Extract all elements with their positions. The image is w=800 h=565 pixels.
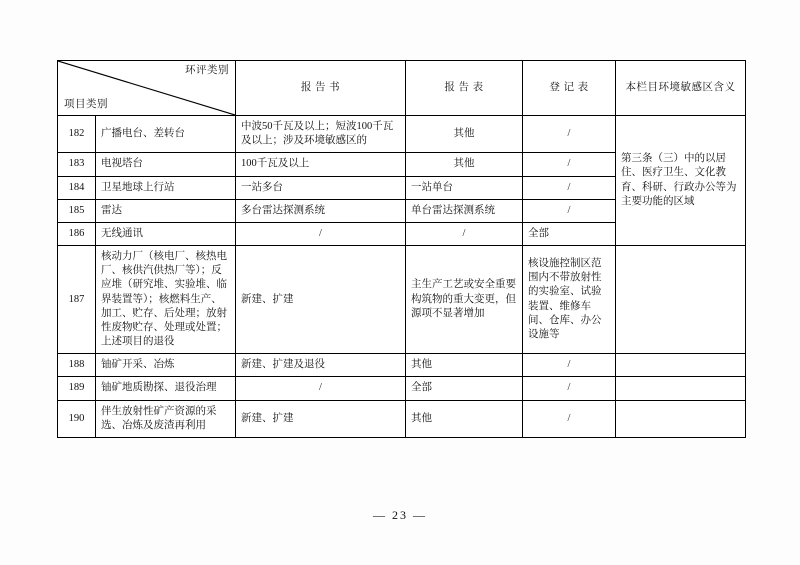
row-category: 卫星地球上行站: [96, 176, 236, 199]
row-registration: 全部: [523, 222, 616, 245]
row-report-book: /: [236, 222, 406, 245]
row-report-book: 新建、扩建: [236, 400, 406, 437]
header-col-sensitive-area-note: 本栏目环境敏感区含义: [616, 61, 746, 116]
regulation-table: [57, 60, 746, 438]
row-number: 189: [58, 377, 96, 400]
row-number: 186: [58, 222, 96, 245]
row-number: 183: [58, 153, 96, 176]
row-report-form: /: [406, 222, 523, 245]
header-corner-cell: [58, 61, 236, 116]
row-registration: /: [523, 176, 616, 199]
row-number: 187: [58, 246, 96, 354]
row-report-form: 主生产工艺或安全重要构筑物的重大变更，但源项不显著增加: [406, 246, 523, 354]
table-row: [58, 354, 746, 377]
row-number: 184: [58, 176, 96, 199]
row-report-form: 一站单台: [406, 176, 523, 199]
regulation-table-container: [57, 60, 745, 438]
row-category: 伴生放射性矿产资源的采选、冶炼及废渣再利用: [96, 400, 236, 437]
header-label-project-category: 项目类别: [64, 98, 108, 110]
row-category: 无线通讯: [96, 222, 236, 245]
row-number: 190: [58, 400, 96, 437]
row-report-form: 单台雷达探测系统: [406, 199, 523, 222]
table-row: [58, 246, 746, 354]
table-header-row: [58, 61, 746, 116]
row-report-form: 全部: [406, 377, 523, 400]
row-number: 182: [58, 116, 96, 153]
row-report-book: 100千瓦及以上: [236, 153, 406, 176]
row-sensitive-area-note: [616, 377, 746, 400]
row-report-book: /: [236, 377, 406, 400]
row-report-book: 新建、扩建及退役: [236, 354, 406, 377]
row-registration: /: [523, 400, 616, 437]
row-registration: /: [523, 153, 616, 176]
row-sensitive-area-note: [616, 400, 746, 437]
row-report-form: 其他: [406, 400, 523, 437]
row-report-book: 多台雷达探测系统: [236, 199, 406, 222]
table-row: [58, 400, 746, 437]
header-label-ea-category: 环评类别: [185, 65, 229, 76]
row-report-book: 新建、扩建: [236, 246, 406, 354]
row-registration: /: [523, 199, 616, 222]
row-number: 185: [58, 199, 96, 222]
row-category: 广播电台、差转台: [96, 116, 236, 153]
table-row: [58, 377, 746, 400]
row-report-book: 中波50千瓦及以上；短波100千瓦及以上；涉及环境敏感区的: [236, 116, 406, 153]
table-row: [58, 116, 746, 153]
page-number: — 23 —: [373, 508, 427, 522]
row-registration: 核设施控制区范围内不带放射性的实验室、试验装置、维修车间、仓库、办公设施等: [523, 246, 616, 354]
row-category: 铀矿开采、冶炼: [96, 354, 236, 377]
row-report-form: 其他: [406, 153, 523, 176]
row-number: 188: [58, 354, 96, 377]
row-registration: /: [523, 116, 616, 153]
row-category: 铀矿地质勘探、退役治理: [96, 377, 236, 400]
row-report-form: 其他: [406, 116, 523, 153]
row-sensitive-area-note: [616, 246, 746, 354]
row-category: 雷达: [96, 199, 236, 222]
row-registration: /: [523, 354, 616, 377]
header-col-registration: 登 记 表: [523, 61, 616, 116]
row-category: 电视塔台: [96, 153, 236, 176]
row-category: 核动力厂（核电厂、核热电厂、核供汽供热厂等）；反应堆（研究堆、实验堆、临界装置等）；核燃料生产、加工、贮存、后处理；放射性废物贮存、处理或处置；上述项目的退役: [96, 246, 236, 354]
row-sensitive-area-note: 第三条（三）中的以居住、医疗卫生、文化教育、科研、行政办公等为主要功能的区域: [616, 116, 746, 246]
header-col-report-book: 报 告 书: [236, 61, 406, 116]
row-report-form: 其他: [406, 354, 523, 377]
header-col-report-form: 报 告 表: [406, 61, 523, 116]
row-registration: /: [523, 377, 616, 400]
row-report-book: 一站多台: [236, 176, 406, 199]
row-sensitive-area-note: [616, 354, 746, 377]
